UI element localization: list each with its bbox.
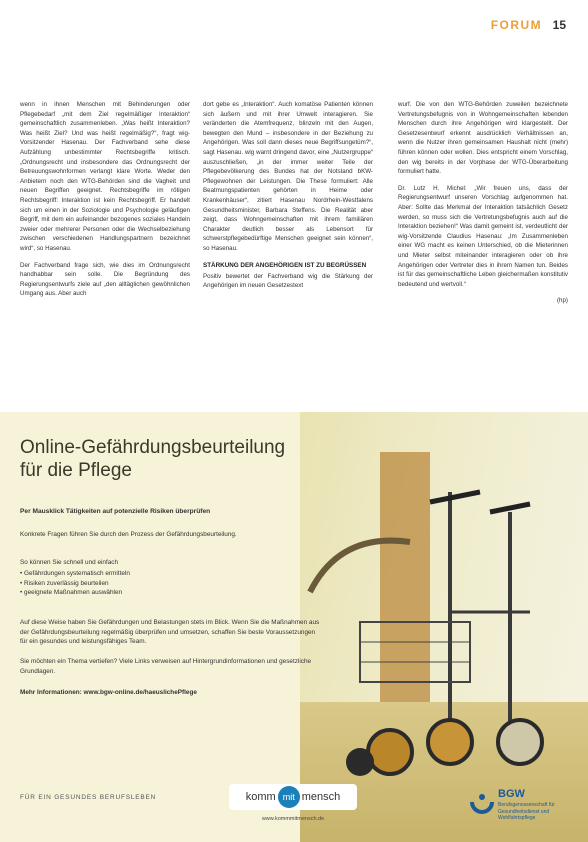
- article: [20, 100, 568, 390]
- ad-paragraph: Auf diese Weise haben Sie Gefährdungen und Belastungen stets im Blick. Wenn Sie die Maßnahmen aus der Gefährdungsbeurteilung regelmäßig überprüfen und umsetzen, schaffen Sie beste Voraussetzungen für ein gesundes und leistungsfähiges Team.: [20, 619, 320, 646]
- article-column-1: [20, 100, 190, 306]
- advertisement: [0, 412, 588, 842]
- bgw-emblem-icon: [470, 790, 494, 814]
- article-column-3: [398, 100, 568, 313]
- ad-paragraph: Konkrete Fragen führen Sie durch den Prozess der Gefährdungsbeurteilung.: [20, 531, 237, 538]
- paragraph: wurf. Die von den WTG-Behörden zuweilen bezeichnete Vertretungsbefugnis von in Wohngemeinschaften lebenden Menschen durch ihre Angehörigen wird klargestellt. Der Gesetzesentwurf erkennt ausdrücklich Verhältnissen an, wenn die Nutzer ihren gemeinsamen Haushalt nicht (mehr) führen können oder wollen. Dies entspricht einem Vorschlag, den wig bereits in der Vorphase der WTG-Überarbeitung formuliert hatte.: [398, 101, 568, 176]
- section-label: FORUM: [490, 18, 543, 32]
- page-header: [491, 16, 566, 34]
- paragraph: Positiv bewertet der Fachverband wig die Stärkung der Angehörigen im neuen Gesetzestext: [203, 272, 373, 290]
- list-item: • Risiken zuverlässig beurteilen: [20, 579, 320, 589]
- ad-slogan: FÜR EIN GESUNDES BERUFSLEBEN: [20, 794, 157, 801]
- bgw-logo: BGW Berufsgenossenschaft für Gesundheitsdienst und Wohlfahrtspflege: [470, 788, 580, 832]
- paragraph: dort gebe es „Interaktion“. Auch komatöse Patienten können sich äußern und mit ihrer Umwelt interagieren. Sie veränderten die Atemfrequenz, blinzeln mit den Augen, bewegten den Mund – insbesondere in der Beziehung zu Angehörigen. Was soll dann dieses neue Begriffsungetüm?“, sagt Hasenau. wig warnt dringend davor, eine „Nutzergruppe“ auszuschließen, „in der immer weiter Teile der Pflegebevölkerung des Bundes hat der Notstand bKW-Pflegewohnen der Leistungen. Die These formuliert: Alle Beatmungspatienten gehörten in Heime oder Krankenhäuser“, zitiert Hasenau Nordrhein-Westfalens Gesundheitsminister, Barbara Steffens. Die Realität aber zeigt, dass Wohngemeinschaften mit ihrem familiären Charakter deutlich besser als Lebensort für schwerstpflegebedürftige Menschen geeignet sein können“, so Hasenau.: [203, 101, 373, 252]
- subheading: STÄRKUNG DER ANGEHÖRIGEN IST ZU BEGRÜSSEN: [203, 261, 367, 269]
- page-number: 15: [552, 18, 566, 32]
- paragraph: Dr. Lutz H. Michel: „Wir freuen uns, dass der Regierungsentwurf unseren Vorschlag aufgenommen hat. Aber: Sollte das Merkmal der Interaktion tatsächlich Gesetz werden, so muss sich die Vertretungsbefugnis auch auf die Interaktion beziehen!“ Was damit gemeint ist, verdeutlicht der wig-Vorsitzende Claudius Hasenau: „Im Zusammenleben einer WG macht es keinen Unterschied, ob die Mieterinnen und Mieter selbst miteinander interagieren oder ob ihre Angehörigen oder Vertreter dies in ihrem Namen tun. Beides ist für das gemeinschaftliche Leben gleichermaßen konstitutiv bedeutend und wertvoll.“: [398, 184, 568, 288]
- ad-title: Online-Gefährdungsbeurteilung für die Pflege: [20, 437, 286, 481]
- kommmitmensch-logo: komm mit mensch www.kommmitmensch.de: [229, 784, 357, 830]
- ad-paragraph: Sie möchten ein Thema vertiefen? Viele Links verweisen auf Hintergrundinformationen und gesetzliche Grundlagen.: [20, 658, 312, 675]
- ad-info-link[interactable]: Mehr Informationen: www.bgw-online.de/haeuslichePflege: [20, 689, 197, 696]
- list-item: • Gefährdungen systematisch ermitteln: [20, 569, 320, 579]
- ad-subtitle: Per Mausklick Tätigkeiten auf potenzielle Risiken überprüfen: [20, 508, 211, 515]
- list-item: • geeignete Maßnahmen auswählen: [20, 588, 320, 598]
- article-column-2: [203, 100, 373, 298]
- ad-paragraph: So können Sie schnell und einfach: [20, 559, 119, 566]
- paragraph: Der Fachverband frage sich, wie dies im Ordnungsrecht handhabbar sein solle. Die Begründung des Regierungsentwurfs ziele auf „den alltäglichen gewöhnlichen Umgang aus. Aber auch: [20, 261, 190, 298]
- paragraph: wenn in ihnen Menschen mit Behinderungen oder Pflegebedarf „mit dem Ziel regelmäßiger Interaktion“ gemeinschaftlich zusammenleben. „Was heißt Interaktion? Was heißt Ziel? Und was heißt regelmäßig?“, fragt wig-Vorsitzender Hasenau. Der Fachverband sehe diese Aufzählung unbestimmter Rechtsbegriffe kritisch. „Ordnungsrecht und insbesondere das Ordnungsrecht der Betreuungswohnformen verlangt klare Worte. Weder den Anbietern noch den WTG-Behörden sind die Vagheit und neuen Begriffen geeignet. Rechtsbegriffe im rötigen Rechtsbegriff: Interaktion ist kein Rechtsbegriff. Er handelt sich um einen in der Soziologie und Psychologie geläufigen Begriff, mit dem ein aufeinander bezogenes soziales Handeln zweier oder mehrerer Personen oder die Wechselbeziehung zwischen verschiedenen Handlungspartnern bezeichnet wird“, so Hasenau.: [20, 101, 190, 252]
- ad-bullet-list: [20, 569, 320, 598]
- author-signature: (hp): [556, 297, 568, 305]
- kmm-url[interactable]: www.kommmitmensch.de: [261, 816, 325, 822]
